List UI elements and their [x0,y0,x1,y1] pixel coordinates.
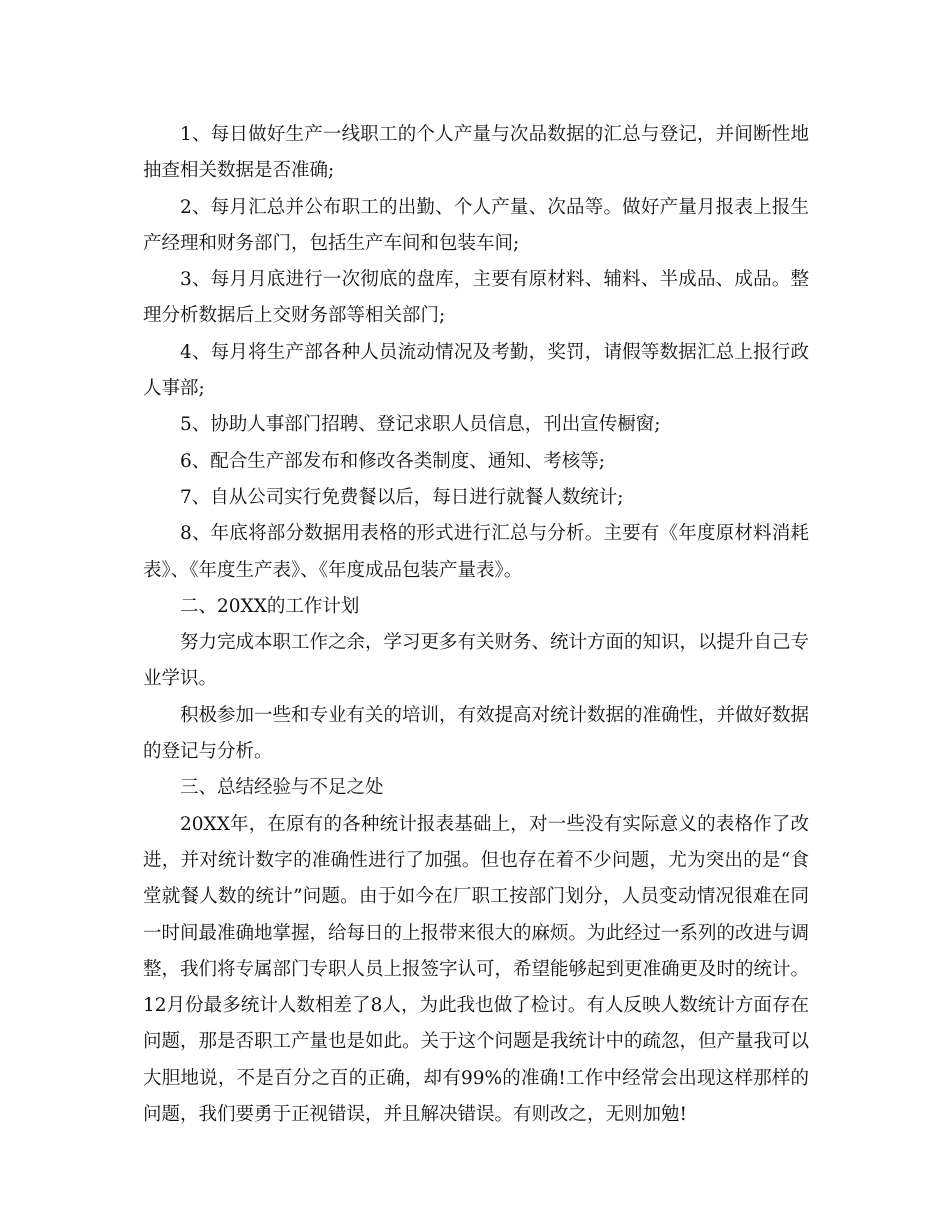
work-plan-paragraph-1: 努力完成本职工作之余，学习更多有关财务、统计方面的知识，以提升自己专业学识。 [143,632,810,690]
section-heading-work-plan: 二、20XX的工作计划 [180,595,360,617]
duty-item-3: 3、每月月底进行一次彻底的盘库，主要有原材料、辅料、半成品、成品。整理分析数据后上交财务部等相关部门; [143,269,809,327]
document-body [143,117,809,1133]
duty-item-4: 4、每月将生产部各种人员流动情况及考勤，奖罚，请假等数据汇总上报行政人事部; [143,341,809,400]
summary-paragraph: 20XX年，在原有的各种统计报表基础上，对一些没有实际意义的表格作了改进，并对统计数字的准确性进行了加强。但也存在着不少问题，尤为突出的是“食堂就餐人数的统计”问题。由于如今在厂职工按部门划分，人员变动情况很难在同一时间最准确地掌握，给每日的上报带来很大的麻烦。为此经过一系列的改进与调整，我们将专属部门专职人员上报签字认可，希望能够起到更准确更及时的统计。12月份最多统计人数相差了8人，为此我也做了检讨。有人反映人数统计方面存在问题，那是否职工产量也是如此。关于这个问题是我统计中的疏忽，但产量我可以大胆地说，不是百分之百的正确，却有99%的准确!工作中经常会出现这样那样的问题，我们要勇于正视错误，并且解决错误。有则改之，无则加勉! [143,813,810,1126]
duty-item-2: 2、每月汇总并公布职工的出勤、个人产量、次品等。做好产量月报表上报生产经理和财务部门，包括生产车间和包装车间; [143,196,809,254]
duty-item-1: 1、每日做好生产一线职工的个人产量与次品数据的汇总与登记，并间断性地抽查相关数据是否准确; [143,124,809,182]
section-heading-summary: 三、总结经验与不足之处 [180,777,384,799]
duty-item-5: 5、协助人事部门招聘、登记求职人员信息，刊出宣传橱窗; [180,414,661,436]
duty-item-7: 7、自从公司实行免费餐以后，每日进行就餐人数统计; [180,486,624,508]
duty-item-8: 8、年底将部分数据用表格的形式进行汇总与分析。主要有《年度原材料消耗表》、《年度生产表》、《年度成品包装产量表》。 [143,523,809,581]
duty-item-6: 6、配合生产部发布和修改各类制度、通知、考核等; [180,450,606,472]
work-plan-paragraph-2: 积极参加一些和专业有关的培训，有效提高对统计数据的准确性，并做好数据的登记与分析。 [143,704,810,763]
